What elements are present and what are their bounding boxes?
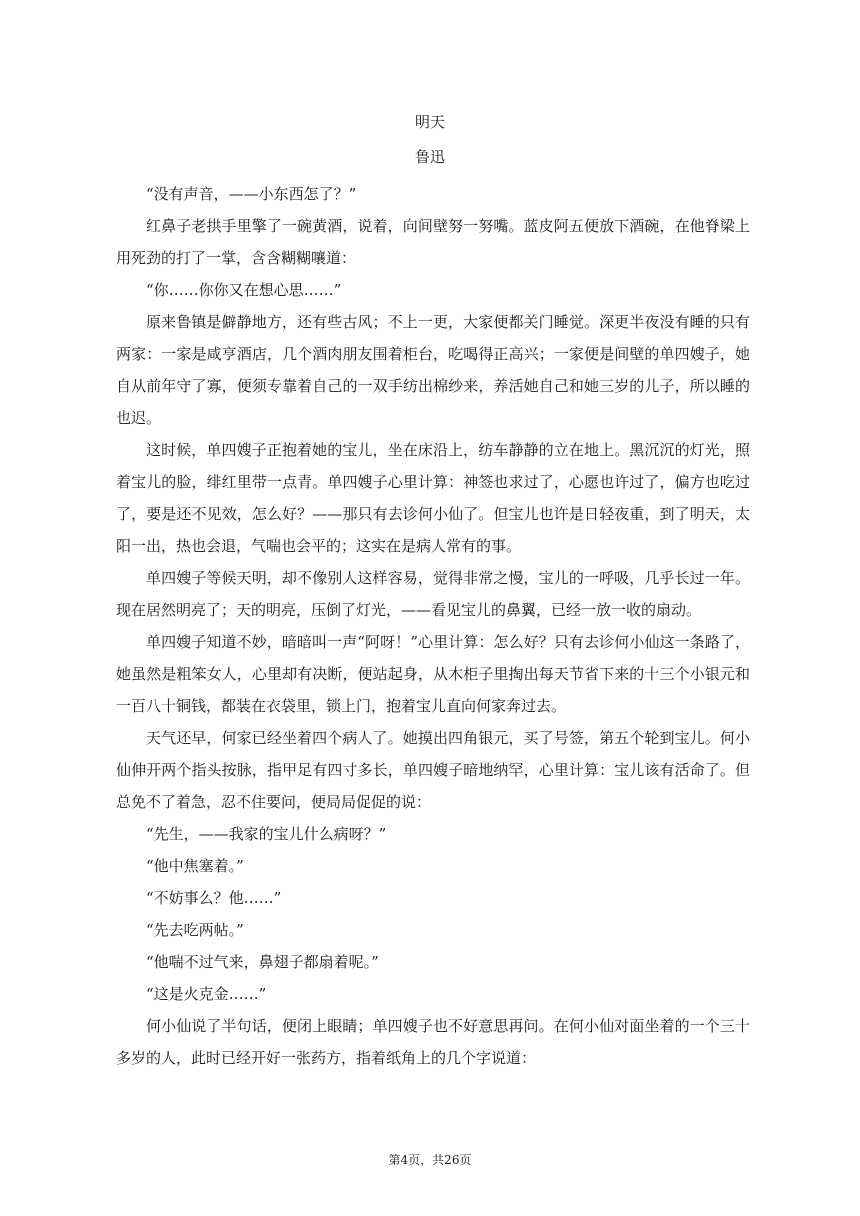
page-footer: 第4页，共26页 bbox=[388, 1153, 472, 1167]
paragraph: “你……你你又在想心思……” bbox=[146, 281, 342, 299]
paragraph: “没有声音，——小东西怎了？” bbox=[146, 185, 357, 203]
paragraph: “不妨事么？他……” bbox=[146, 889, 282, 907]
paragraph: 何小仙说了半句话，便闭上眼睛；单四嫂子也不好意思再问。在何小仙对面坐着的一个三十多岁的人，此时已经开好一张药方，指着纸角上的几个字说道： bbox=[116, 1017, 750, 1067]
paragraph: “他喘不过气来，鼻翅子都扇着呢。” bbox=[146, 953, 379, 971]
paragraph: 单四嫂子等候天明，却不像别人这样容易，觉得非常之慢，宝儿的一呼吸，几乎长过一年。现在居然明亮了；天的明亮，压倒了灯光，——看见宝儿的鼻翼，已经一放一收的扇动。 bbox=[116, 569, 750, 619]
paragraph: “这是火克金……” bbox=[146, 985, 267, 1003]
document-author: 鲁迅 bbox=[414, 148, 445, 166]
document-body bbox=[116, 178, 750, 1074]
paragraph: “先生，——我家的宝儿什么病呀？” bbox=[146, 825, 387, 843]
paragraph: 单四嫂子知道不妙，暗暗叫一声“阿呀！”心里计算：怎么好？只有去诊何小仙这一条路了，她虽然是粗笨女人，心里却有决断，便站起身，从木柜子里掏出每天节省下来的十三个小银元和一百八十铜钱，都装在衣袋里，锁上门，抱着宝儿直向何家奔过去。 bbox=[116, 633, 750, 715]
paragraph: 天气还早，何家已经坐着四个病人了。她摸出四角银元，买了号签，第五个轮到宝儿。何小仙伸开两个指头按脉，指甲足有四寸多长，单四嫂子暗地纳罕，心里计算：宝儿该有活命了。但总免不了着急，忍不住要问，便局局促促的说： bbox=[116, 729, 750, 811]
paragraph: 红鼻子老拱手里擎了一碗黄酒，说着，向间壁努一努嘴。蓝皮阿五便放下酒碗，在他脊梁上用死劲的打了一掌，含含糊糊嚷道： bbox=[116, 217, 750, 267]
paragraph: 这时候，单四嫂子正抱着她的宝儿，坐在床沿上，纺车静静的立在地上。黑沉沉的灯光，照着宝儿的脸，绯红里带一点青。单四嫂子心里计算：神签也求过了，心愿也许过了，偏方也吃过了，要是还不见效，怎么好？——那只有去诊何小仙了。但宝儿也许是日轻夜重，到了明天，太阳一出，热也会退，气喘也会平的；这实在是病人常有的事。 bbox=[116, 441, 750, 555]
paragraph: “他中焦塞着。” bbox=[146, 857, 244, 875]
paragraph: “先去吃两帖。” bbox=[146, 921, 244, 939]
paragraph: 原来鲁镇是僻静地方，还有些古风；不上一更，大家便都关门睡觉。深更半夜没有睡的只有两家：一家是咸亨酒店，几个酒肉朋友围着柜台，吃喝得正高兴；一家便是间壁的单四嫂子，她自从前年守了寡，便须专靠着自己的一双手纺出棉纱来，养活她自己和她三岁的儿子，所以睡的也迟。 bbox=[116, 313, 750, 427]
document-title: 明天 bbox=[414, 113, 445, 131]
